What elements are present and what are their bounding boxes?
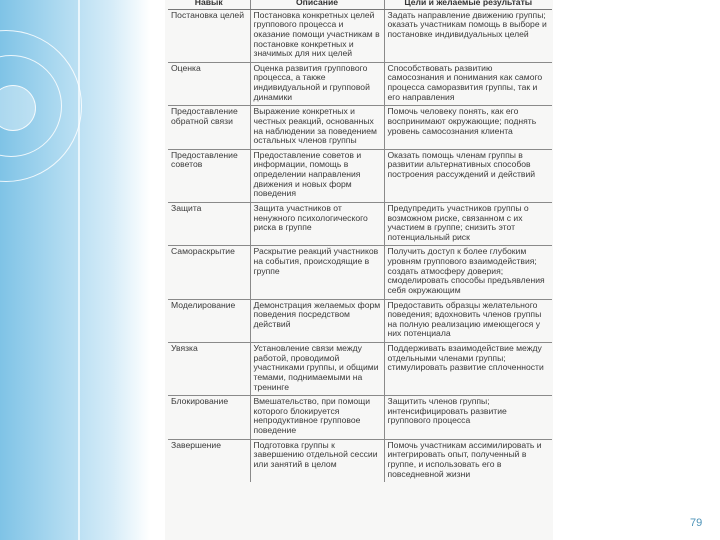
skill-cell: Предоставление обратной связи [168, 106, 250, 150]
skill-cell: Предоставление советов [168, 149, 250, 202]
table-row [168, 149, 552, 202]
description-cell: Оценка развития группового процесса, а также индивидуальной и групповой динамики [250, 62, 384, 106]
skill-cell: Блокирование [168, 396, 250, 440]
table-row [168, 299, 552, 343]
description-cell: Вмешательство, при помощи которого блокируется непродуктивное групповое поведение [250, 396, 384, 440]
band-edge-stripe [78, 0, 80, 540]
skills-table [168, 0, 552, 482]
description-cell: Предоставление советов и информации, помощь в определении направления движения и новых форм поведения [250, 149, 384, 202]
decorative-left-band [0, 0, 150, 540]
header-description: Описание [250, 0, 384, 9]
goals-cell: Помочь человеку понять, как его воспринимают окружающие; поднять уровень самосознания клиента [384, 106, 552, 150]
header-skill: Навык [168, 0, 250, 9]
skill-cell: Завершение [168, 439, 250, 482]
skill-cell: Моделирование [168, 299, 250, 343]
skill-cell: Оценка [168, 62, 250, 106]
goals-cell: Способствовать развитию самосознания и понимания как самого процесса саморазвития группы, так и его направления [384, 62, 552, 106]
table-row [168, 106, 552, 150]
goals-cell: Поддерживать взаимодействие между отдельными членами группы; стимулировать развитие сплоченности [384, 343, 552, 396]
description-cell: Установление связи между работой, проводимой участниками группы, и общими темами, поднимаемыми на тренинге [250, 343, 384, 396]
table-row [168, 62, 552, 106]
skill-cell: Самораскрытие [168, 246, 250, 299]
table-row [168, 396, 552, 440]
description-cell: Защита участников от ненужного психологического риска в группе [250, 202, 384, 246]
description-cell: Подготовка группы к завершению отдельной сессии или занятий в целом [250, 439, 384, 482]
goals-cell: Получить доступ к более глубоким уровням группового взаимодействия; создать атмосферу доверия; смоделировать способы предъявления себя окружающим [384, 246, 552, 299]
table-row [168, 202, 552, 246]
goals-cell: Предупредить участников группы о возможном риске, связанном с их участием в группе; снизить этот потенциальный риск [384, 202, 552, 246]
table-row [168, 9, 552, 62]
goals-cell: Предоставить образцы желательного поведения; вдохновить членов группы на полную реализацию имеющегося у них потенциала [384, 299, 552, 343]
goals-cell: Оказать помощь членам группы в развитии альтернативных способов построения рассуждений и действий [384, 149, 552, 202]
description-cell: Демонстрация желаемых форм поведения посредством действий [250, 299, 384, 343]
page-number: 79 [690, 517, 703, 529]
goals-cell: Защитить членов группы; интенсифицировать развитие группового процесса [384, 396, 552, 440]
description-cell: Выражение конкретных и честных реакций, основанных на наблюдении за поведением остальных членов группы [250, 106, 384, 150]
skill-cell: Постановка целей [171, 9, 244, 20]
skill-cell: Защита [168, 202, 250, 246]
table-header-row [168, 0, 552, 9]
table-row [168, 246, 552, 299]
description-cell: Постановка конкретных целей группового процесса и оказание помощи участникам в постановке конкретных и значимых для них целей [250, 9, 384, 62]
header-goals: Цели и желаемые результаты [384, 0, 552, 9]
description-cell: Раскрытие реакций участников на события, происходящие в группе [250, 246, 384, 299]
goals-cell: Помочь участникам ассимилировать и интегрировать опыт, полученный в группе, и использовать его в повседневной жизни [384, 439, 552, 482]
goals-cell: Задать направление движению группы; оказать участникам помощь в выборе и постановке индивидуальных целей [384, 9, 552, 62]
table-row [168, 439, 552, 482]
skill-cell: Увязка [168, 343, 250, 396]
table-row [168, 343, 552, 396]
